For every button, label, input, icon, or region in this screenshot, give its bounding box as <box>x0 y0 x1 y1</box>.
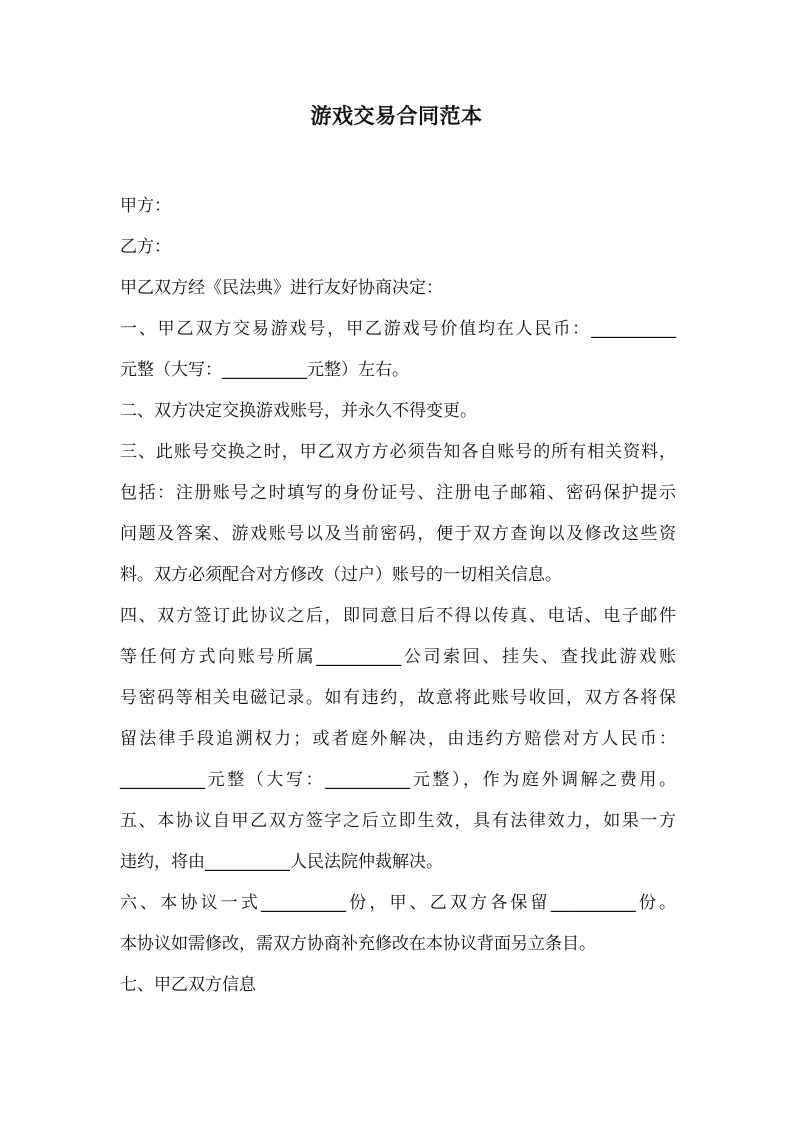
clause-4-line-4: 留法律手段追溯权力；或者庭外解决，由违约方赔偿对方人民币： <box>120 729 676 749</box>
clause-5-line-1: 五、本协议自甲乙双方签字之后立即生效，具有法律效力，如果一方 <box>120 811 676 831</box>
clause-3-line-1: 三、此账号交换之时，甲乙双方方必须告知各自账号的所有相关资料， <box>120 442 676 462</box>
clause-6-line-1: 六、本协议一式__________份，甲、乙双方各保留__________份。 <box>120 893 676 913</box>
preamble-line: 甲乙双方经《民法典》进行友好协商决定： <box>120 278 443 298</box>
clause-6-line-2: 本协议如需修改，需双方协商补充修改在本协议背面另立条目。 <box>120 934 596 954</box>
clause-2-line: 二、双方决定交换游戏账号，并永久不得变更。 <box>120 401 477 421</box>
clause-4-line-2: 等任何方式向账号所属__________公司索回、挂失、查找此游戏账 <box>120 647 676 667</box>
clause-1-line-2: 元整（大写：__________元整）左右。 <box>120 360 409 380</box>
clause-3-line-3: 问题及答案、游戏账号以及当前密码，便于双方查询以及修改这些资 <box>120 524 676 544</box>
clause-3-line-2: 包括：注册账号之时填写的身份证号、注册电子邮箱、密码保护提示 <box>120 483 676 503</box>
clause-1-line-1: 一、甲乙双方交易游戏号，甲乙游戏号价值均在人民币：__________ <box>120 319 676 339</box>
clause-5-line-2: 违约，将由__________人民法院仲裁解决。 <box>120 852 443 872</box>
clause-3-line-4: 料。双方必须配合对方修改（过户）账号的一切相关信息。 <box>120 565 562 585</box>
clause-7-line: 七、甲乙双方信息 <box>120 975 256 995</box>
clause-4-line-5: __________元整（大写：__________元整），作为庭外调解之费用。 <box>120 770 676 790</box>
party-a-line: 甲方： <box>120 196 171 216</box>
party-b-line: 乙方： <box>120 237 171 257</box>
document-body <box>120 186 676 1006</box>
clause-4-line-1: 四、双方签订此协议之后，即同意日后不得以传真、电话、电子邮件 <box>120 606 676 626</box>
clause-4-line-3: 号密码等相关电磁记录。如有违约，故意将此账号收回，双方各将保 <box>120 688 676 708</box>
document-title: 游戏交易合同范本 <box>310 104 483 128</box>
